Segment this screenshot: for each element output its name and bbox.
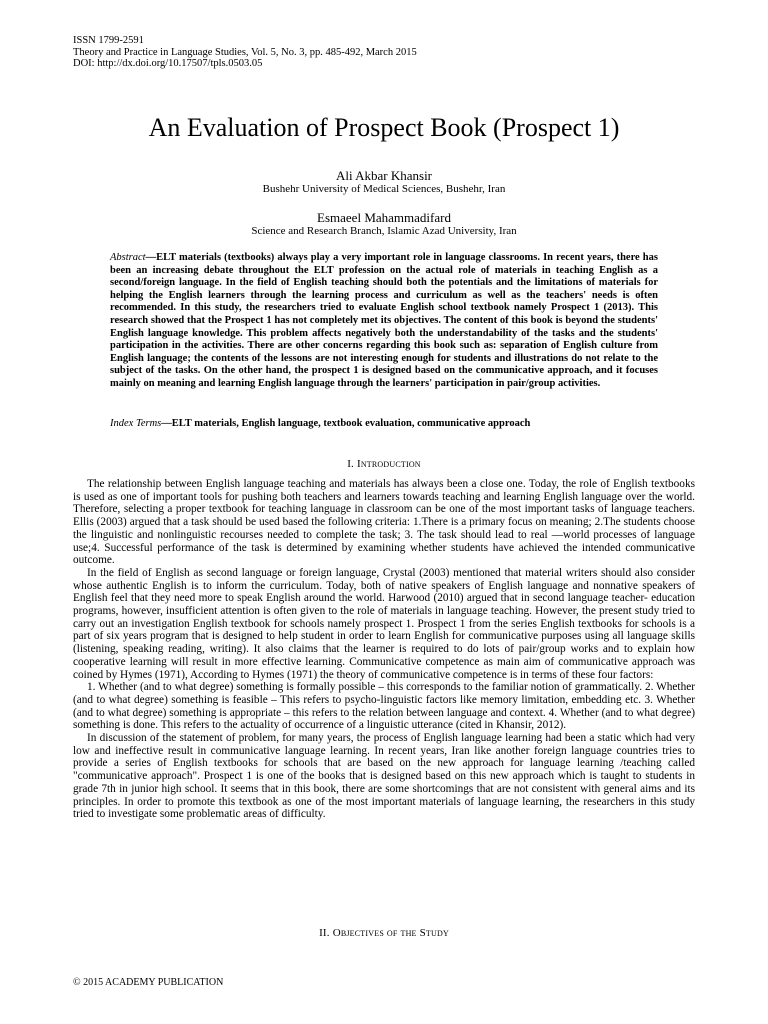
journal-citation: Theory and Practice in Language Studies, Vol. 5, No. 3, pp. 485-492, March 2015 — [73, 46, 417, 58]
doi: DOI: http://dx.doi.org/10.17507/tpls.0503.05 — [73, 58, 263, 69]
paragraph: The relationship between English language teaching and materials has always been a close one. Today, the role of English textbooks is used as one of important tools for pushing both teachers and learners towards teaching and learning English language over the world. Therefore, selecting a proper textbook for teaching language in classroom can be one of the most important tasks of language teachers. Ellis (2003) argued that a task should be used based the following criteria: 1.There is a primary focus on meaning; 2.The students choose the linguistic and nonlinguistic recourses needed to complete the task; 3. The task should lead to real ―world processes of language use;4. Successful performance of the task is determined by examining whether students have achieved the intended communicative outcome. — [73, 478, 695, 567]
paragraph: In discussion of the statement of problem, for many years, the process of English language learning had been a static which had very low and ineffective result in communicative language learning. In recent years, Iran like another foreign language countries tries to provide a series of English textbooks for schools that are based on the new approach for language learning /teaching called "communicative approach". Prospect 1 is one of the books that is designed based on this new approach which is taught to students in grade 7th in junior high school. It seems that in this book, there are some shortcomings that are not consistent with general aims and its principles. In order to promote this textbook as one of the most important materials of language learning, the researchers in this study tried to investigate some problematic areas of difficulty. — [73, 732, 695, 821]
paragraph: 1. Whether (and to what degree) something is formally possible – this corresponds to the familiar notion of grammatically. 2. Whether (and to what degree) something is feasible – This refers to psycho-linguistic factors like memory limitation, embedding etc. 3. Whether (and to what degree) something is appropriate – this refers to the relation between language and context. 4. Whether (and to what degree) something is done. This refers to the actuality of occurrence of a linguistic utterance (cited in Khansir, 2012). — [73, 681, 695, 732]
section-heading: I. Introduction — [347, 458, 421, 470]
abstract-label: Abstract — [110, 252, 146, 263]
abstract — [110, 252, 658, 391]
author-affiliation: Science and Research Branch, Islamic Azad University, Iran — [251, 225, 517, 237]
author-name: Ali Akbar Khansir — [335, 168, 433, 183]
section-heading: II. Objectives of the Study — [319, 927, 449, 939]
paragraph: In the field of English as second language or foreign language, Crystal (2003) mentioned that material writers should also consider whose authentic English is to inform the curriculum. Today, both of native speakers of English language and nonnative speakers of English feel that they need more to speak English around the world. Harwood (2010) argued that in second language teacher- education programs, however, insufficient attention is often given to the role of materials in language teaching. However, the present study tried to carry out an investigation English textbook for schools namely prospect 1. Prospect 1 from the series English textbooks for schools is a part of six years program that is designed to help student in order to learn English for communicative purposes using all language skills (listening, speaking reading, writing). It also claims that the learner is required to do lots of pair/group works and to explain how cooperative learning will result in more effective learning. Communicative competence as main aim of communicative approach was coined by Hymes (1971), According to Hymes (1971) the theory of communicative competence is in terms of these four factors: — [73, 566, 695, 681]
author-affiliation: Bushehr University of Medical Sciences, Bushehr, Iran — [262, 183, 506, 195]
publisher-footer: © 2015 ACADEMY PUBLICATION — [73, 977, 224, 988]
journal-header — [73, 35, 417, 70]
paper-title: An Evaluation of Prospect Book (Prospect 1) — [148, 113, 620, 142]
abstract-text: —ELT materials (textbooks) always play a very important role in language classrooms. In recent years, there has been an increasing debate throughout the ELT profession on the actual role of materials in teaching English as a second/foreign language. In the field of English teaching should both the potentials and the limitations of materials for helping the English learners through the learning process and curriculum as well as the teachers' needs is often recommended. In this study, the researchers tried to evaluate English school textbook namely Prospect 1 (2013). This research showed that the Prospect 1 has not completely met its objectives. The content of this book is beyond the students' English language knowledge. This problem affects negatively both the understandability of the tasks and the students' participation in the activities. There are other concerns regarding this book such as: separation of English culture from English language; the contents of the lessons are not interesting enough for students and illustrations do not relate to the subject of the tasks. On the other hand, the prospect 1 is designed based on the communicative approach, and it focuses mainly on meaning and learning English language through the learners' participation in pair/group activities. — [110, 252, 658, 389]
issn: ISSN 1799-2591 — [73, 35, 144, 46]
author-name: Esmaeel Mahammadifard — [317, 210, 451, 225]
index-terms-label: Index Terms — [110, 418, 162, 429]
section-body — [73, 478, 695, 821]
index-terms-text: —ELT materials, English language, textbook evaluation, communicative approach — [161, 418, 531, 429]
index-terms — [110, 417, 658, 430]
